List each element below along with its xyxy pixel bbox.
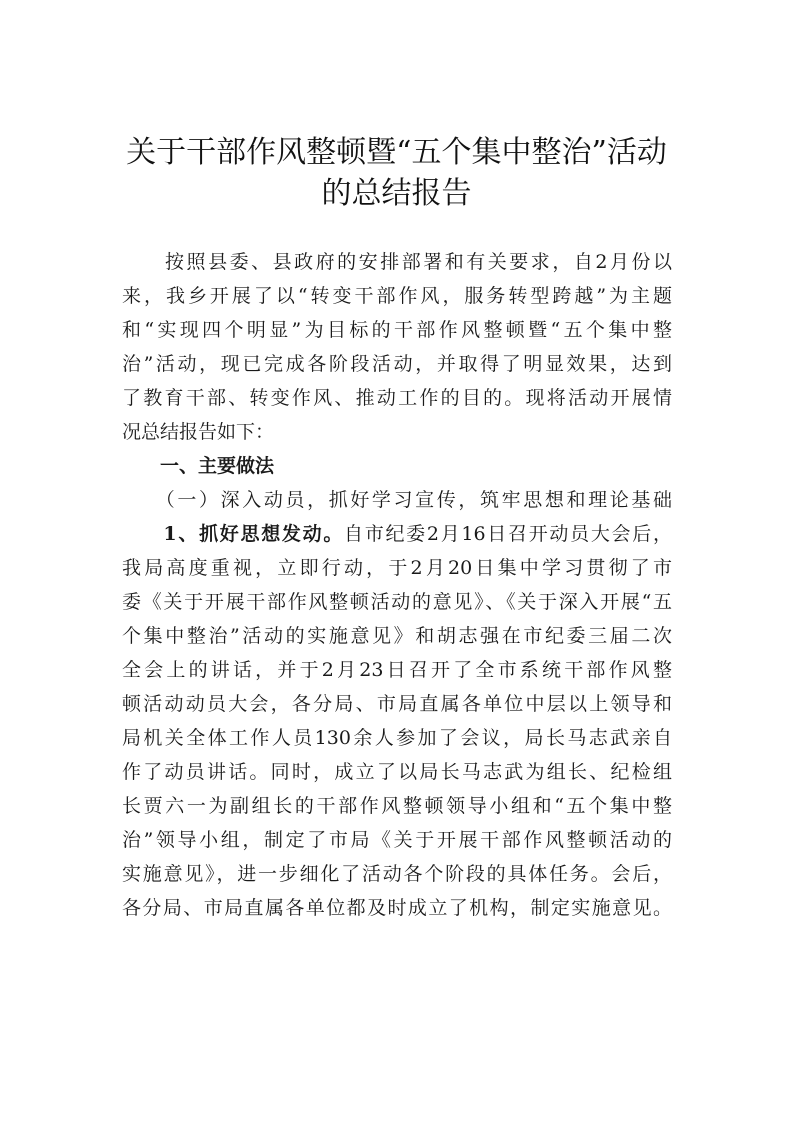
item-heading: 1、抓好思想发动。 (122, 523, 345, 545)
paragraph-line: 长贾六一为副组长的干部作风整顿领导小组和“五个集中整 (122, 795, 672, 817)
subsection-heading: （一）深入动员，抓好学习宣传，筑牢思想和理论基础 (122, 489, 672, 511)
paragraph-line: 况总结报告如下： (122, 421, 275, 443)
document-title-line-1: 关于干部作风整顿暨“五个集中整治”活动 (126, 135, 667, 170)
paragraph-line: 委《关于开展干部作风整顿活动的意见》、《关于深入开展“五 (122, 591, 672, 613)
item-text: 自市纪委2月16日召开动员大会后， (344, 523, 672, 545)
paragraph-line: 各分局、市局直属各单位都及时成立了机构，制定实施意见。 (122, 897, 672, 919)
paragraph-line: 个集中整治”活动的实施意见》和胡志强在市纪委三届二次 (122, 625, 672, 647)
paragraph-line: 治”领导小组，制定了市局《关于开展干部作风整顿活动的 (122, 829, 672, 851)
paragraph-line: 了教育干部、转变作风、推动工作的目的。现将活动开展情 (122, 387, 672, 409)
paragraph-line: 我局高度重视，立即行动，于2月20日集中学习贯彻了市 (122, 557, 672, 579)
paragraph-line: 实施意见》，进一步细化了活动各个阶段的具体任务。会后， (122, 863, 672, 885)
paragraph-line: 作了动员讲话。同时，成立了以局长马志武为组长、纪检组 (122, 761, 672, 783)
paragraph-line: 顿活动动员大会，各分局、市局直属各单位中层以上领导和 (122, 693, 672, 715)
paragraph-line: 治”活动，现已完成各阶段活动，并取得了明显效果，达到 (122, 353, 672, 375)
paragraph-line: 按照县委、县政府的安排部署和有关要求，自2月份以 (122, 251, 672, 273)
paragraph-line: 和“实现四个明显”为目标的干部作风整顿暨“五个集中整 (122, 319, 672, 341)
paragraph-line: 局机关全体工作人员130余人参加了会议，局长马志武亲自 (122, 727, 672, 749)
paragraph-line: 全会上的讲话，并于2月23日召开了全市系统干部作风整 (122, 659, 672, 681)
document-title-line-2: 的总结报告 (321, 176, 472, 211)
paragraph-line: 来，我乡开展了以“转变干部作风，服务转型跨越”为主题 (122, 285, 672, 307)
paragraph-line (122, 517, 672, 551)
section-heading: 一、主要做法 (122, 455, 275, 477)
